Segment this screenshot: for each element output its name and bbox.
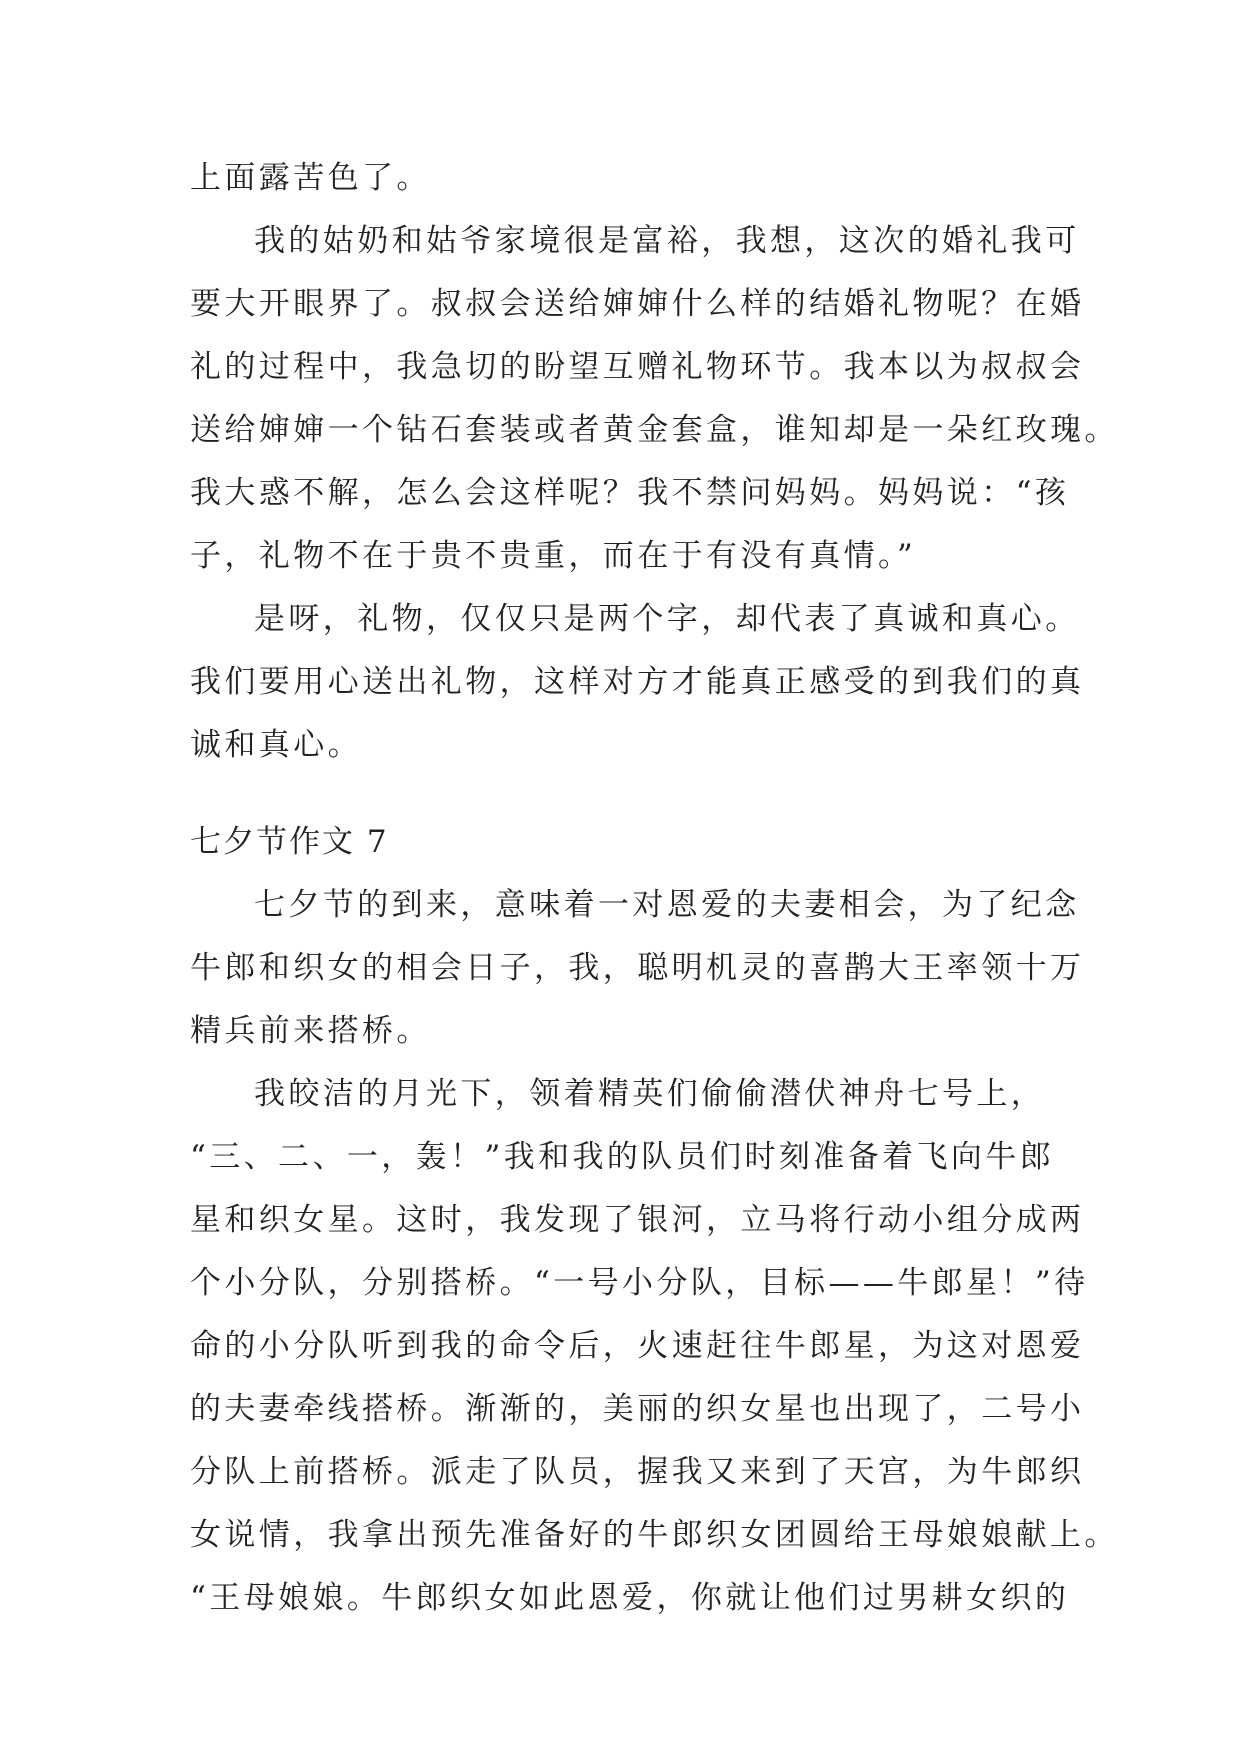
paragraph-line: 我皎洁的月光下，领着精英们偷偷潜伏神舟七号上， [254, 1076, 1046, 1112]
paragraph-line: 是呀，礼物，仅仅只是两个字，却代表了真诚和真心。 [254, 601, 1080, 637]
paragraph-line: “三、二、一，轰！”我和我的队员们时刻准备着飞向牛郎 [190, 1139, 1055, 1175]
paragraph-line: 分队上前搭桥。派走了队员，握我又来到了天宫，为牛郎织 [190, 1454, 1085, 1490]
paragraph-line: 子，礼物不在于贵不贵重，而在于有没有真情。” [190, 538, 917, 574]
paragraph-line: 星和织女星。这时，我发现了银河，立马将行动小组分成两 [190, 1202, 1085, 1238]
paragraph-line: 我们要用心送出礼物，这样对方才能真正感受的到我们的真 [190, 664, 1085, 700]
section-heading: 七夕节作文 7 [190, 824, 389, 860]
paragraph-line: 我的姑奶和姑爷家境很是富裕，我想，这次的婚礼我可 [254, 223, 1080, 259]
paragraph-line: 诚和真心。 [190, 727, 362, 763]
paragraph-line: 七夕节的到来，意味着一对恩爱的夫妻相会，为了纪念 [254, 887, 1080, 923]
paragraph-line: 的夫妻牵线搭桥。渐渐的，美丽的织女星也出现了，二号小 [190, 1391, 1085, 1427]
paragraph-line: 送给婶婶一个钻石套装或者黄金套盒，谁知却是一朵红玫瑰。 [190, 412, 1119, 448]
paragraph-line: 女说情，我拿出预先准备好的牛郎织女团圆给王母娘娘献上。 [190, 1517, 1119, 1553]
paragraph-line: 要大开眼界了。叔叔会送给婶婶什么样的结婚礼物呢？在婚 [190, 286, 1085, 322]
paragraph-line: 我大惑不解，怎么会这样呢？我不禁问妈妈。妈妈说：“孩 [190, 475, 1070, 511]
paragraph-line: 个小分队，分别搭桥。“一号小分队，目标——牛郎星！”待 [190, 1265, 1089, 1301]
paragraph-line: 命的小分队听到我的命令后，火速赶往牛郎星，为这对恩爱 [190, 1328, 1085, 1364]
paragraph-line: 牛郎和织女的相会日子，我，聪明机灵的喜鹊大王率领十万 [190, 950, 1085, 986]
paragraph-line: “王母娘娘。牛郎织女如此恩爱，你就让他们过男耕女织的 [190, 1580, 1070, 1616]
paragraph-line: 精兵前来搭桥。 [190, 1013, 431, 1049]
paragraph-line: 礼的过程中，我急切的盼望互赠礼物环节。我本以为叔叔会 [190, 349, 1085, 385]
paragraph-line: 上面露苦色了。 [190, 160, 431, 196]
